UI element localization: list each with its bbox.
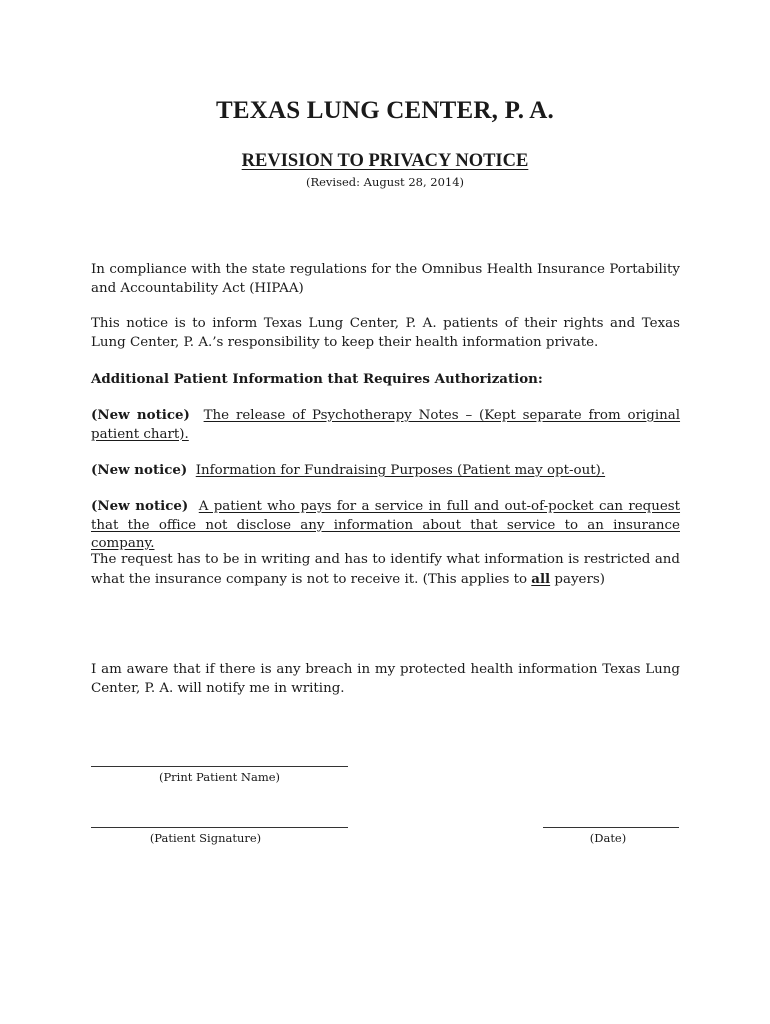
request-text: The request has to be in writing and has to identify what information is restricted and what the insurance company is not to receive it. (This applies to [91,552,680,587]
notice-item-3 [91,497,680,554]
notice-item-1 [91,406,680,444]
print-name-label: (Print Patient Name) [158,770,281,784]
print-name-line[interactable] [91,766,348,767]
request-emphasis: all [531,570,551,587]
document-subtitle: REVISION TO PRIVACY NOTICE [241,151,529,171]
request-paragraph [91,551,680,589]
notice-label: (New notice) [91,407,190,423]
request-text-end: payers) [550,571,605,587]
notice-item-2 [91,461,680,481]
signature-line[interactable] [91,827,348,828]
document-title: TEXAS LUNG CENTER, P. A. [216,97,554,124]
notice-text: The release of Psychotherapy Notes – (Kept separate from original patient chart). [91,408,681,442]
date-line[interactable] [543,827,679,828]
breach-paragraph: I am aware that if there is any breach in my protected health information Texas Lung Center, P. A. will notify me in writing. [91,662,680,696]
compliance-paragraph: In compliance with the state regulations for the Omnibus Health Insurance Portability and Accountability Act (HIPAA) [91,262,680,296]
notice-label: (New notice) [91,462,188,478]
signature-label: (Patient Signature) [149,831,262,845]
notice-intro-paragraph: This notice is to inform Texas Lung Center, P. A. patients of their rights and Texas Lung Center, P. A.’s responsibility to keep their health information private. [91,316,680,350]
revision-date: (Revised: August 28, 2014) [305,175,465,189]
notice-text: Information for Fundraising Purposes (Patient may opt-out). [195,463,606,478]
additional-info-heading: Additional Patient Information that Requires Authorization: [91,371,543,387]
notice-text: A patient who pays for a service in full and out-of-pocket can request that the office not disclose any information about that service to an insurance company. [91,499,681,551]
date-label: (Date) [589,831,627,845]
notice-label: (New notice) [91,498,189,514]
